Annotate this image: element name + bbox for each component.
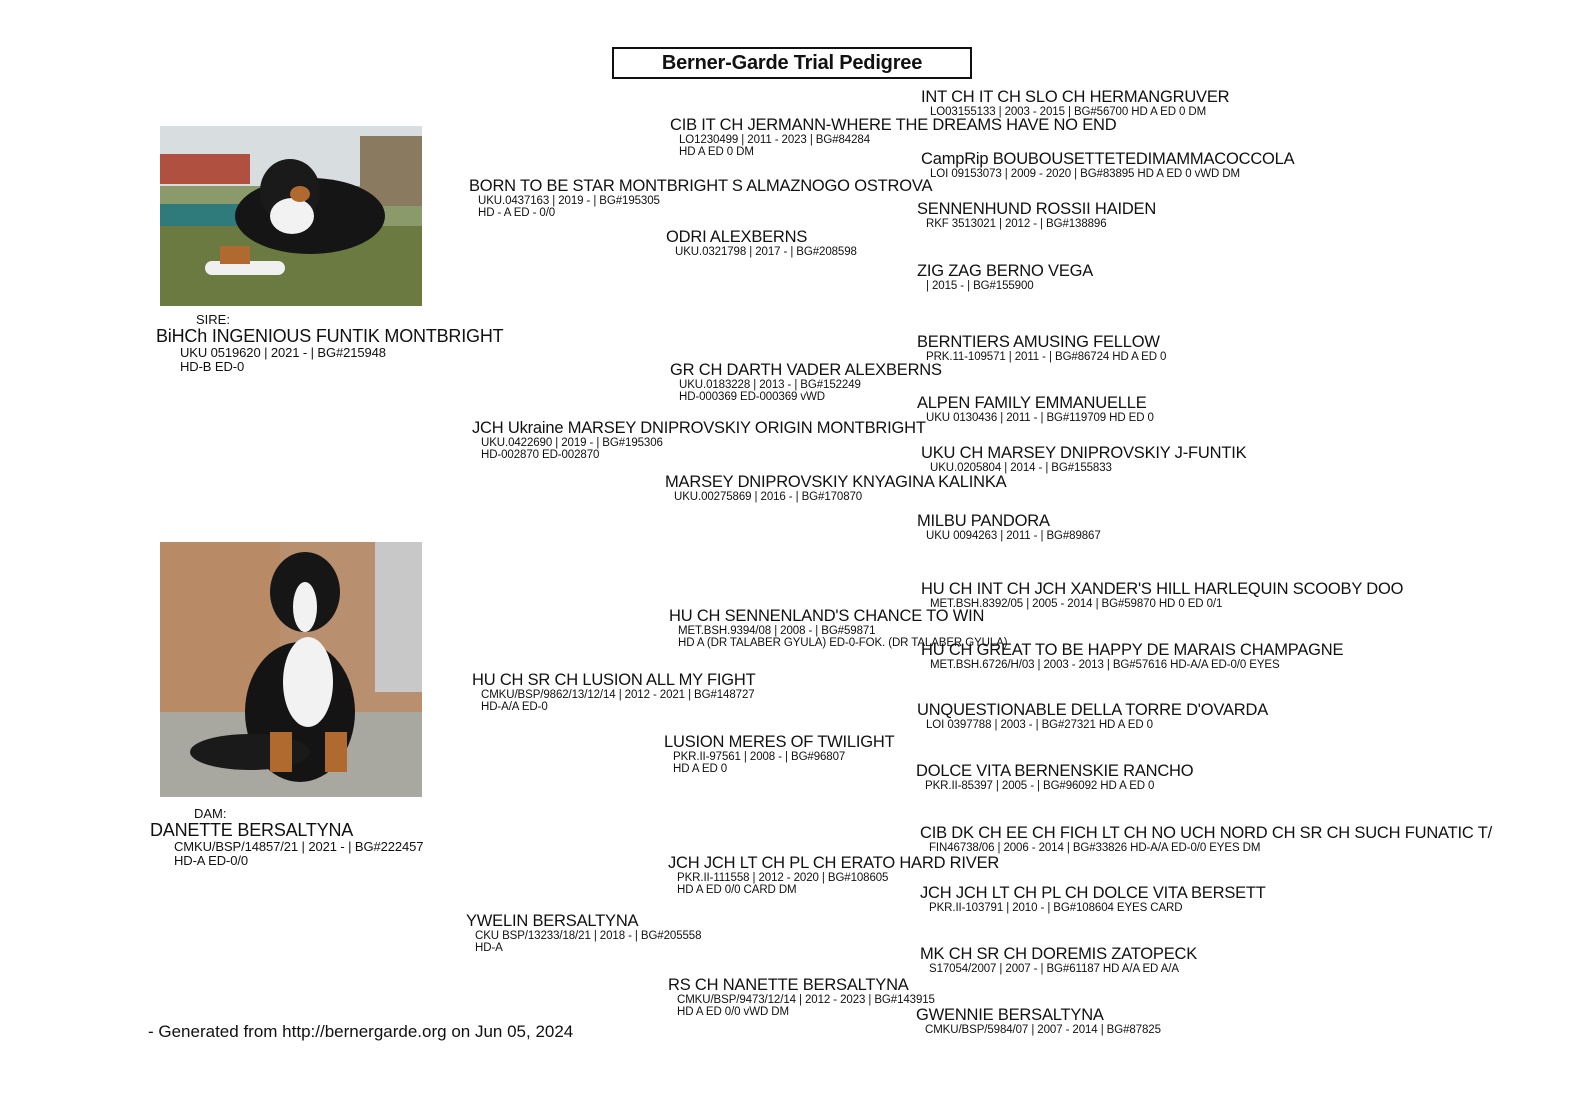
dog-name: CIB DK CH EE CH FICH LT CH NO UCH NORD CH SR CH SUCH FUNATIC T/ bbox=[920, 824, 1492, 842]
dog-registration: UKU.0321798 | 2017 - | BG#208598 bbox=[675, 246, 857, 258]
dog-name: CampRip BOUBOUSETTETEDIMAMMACOCCOLA bbox=[921, 150, 1295, 168]
dog-registration: UKU 0519620 | 2021 - | BG#215948 bbox=[180, 345, 386, 360]
gen3-entry bbox=[921, 641, 1343, 671]
dog-name: HU CH GREAT TO BE HAPPY DE MARAIS CHAMPAGNE bbox=[921, 641, 1344, 659]
dog-registration: CMKU/BSP/9862/13/12/14 | 2012 - 2021 | BG#148727 bbox=[481, 689, 755, 701]
dam-dam-entry bbox=[466, 912, 701, 954]
dog-name: HU CH INT CH JCH XANDER'S HILL HARLEQUIN SCOOBY DOO bbox=[921, 580, 1404, 598]
dog-registration: CKU BSP/13233/18/21 | 2018 - | BG#205558 bbox=[475, 930, 702, 942]
dog-health: HD A ED 0 DM bbox=[679, 146, 754, 158]
dog-name: ODRI ALEXBERNS bbox=[666, 228, 808, 246]
sire-photo bbox=[160, 126, 422, 306]
dog-registration: LO03155133 | 2003 - 2015 | BG#56700 HD A ED 0 DM bbox=[930, 106, 1207, 118]
dog-health: HD A ED 0 bbox=[673, 763, 728, 775]
dog-registration: PKR.II-97561 | 2008 - | BG#96807 bbox=[673, 751, 846, 763]
dog-registration: MET.BSH.6726/H/03 | 2003 - 2013 | BG#57616 HD-A/A ED-0/0 EYES bbox=[930, 659, 1280, 671]
dog-health: HD A (DR TALABER GYULA) ED-0-FOK. (DR TALABER GYULA) bbox=[678, 637, 1008, 649]
dog-name: UNQUESTIONABLE DELLA TORRE D'OVARDA bbox=[917, 701, 1268, 719]
dog-registration: MET.BSH.8392/05 | 2005 - 2014 | BG#59870 HD 0 ED 0/1 bbox=[930, 598, 1223, 610]
dog-health: HD - A ED - 0/0 bbox=[478, 207, 556, 219]
dog-registration: | 2015 - | BG#155900 bbox=[926, 280, 1034, 292]
dam-photo bbox=[160, 542, 422, 797]
dog-name: RS CH NANETTE BERSALTYNA bbox=[668, 976, 909, 994]
dog-name: SENNENHUND ROSSII HAIDEN bbox=[917, 200, 1157, 218]
dog-name: HU CH SENNENLAND'S CHANCE TO WIN bbox=[669, 607, 985, 625]
dog-health: HD-A bbox=[475, 942, 503, 954]
sire-label: SIRE: bbox=[196, 312, 230, 327]
dog-name: UKU CH MARSEY DNIPROVSKIY J-FUNTIK bbox=[921, 444, 1247, 462]
dog-name: MILBU PANDORA bbox=[917, 512, 1050, 530]
gen3-entry bbox=[921, 444, 1246, 474]
dog-health: HD-002870 ED-002870 bbox=[481, 449, 600, 461]
gen3-entry bbox=[920, 945, 1197, 975]
dam-sire-entry bbox=[472, 671, 756, 713]
dog-registration: S17054/2007 | 2007 - | BG#61187 HD A/A ED A/A bbox=[929, 963, 1179, 975]
dog-registration: PKR.II-85397 | 2005 - | BG#96092 HD A ED 0 bbox=[925, 780, 1155, 792]
dog-registration: CMKU/BSP/9473/12/14 | 2012 - 2023 | BG#143915 bbox=[677, 994, 935, 1006]
gen2-entry bbox=[666, 228, 857, 258]
dog-name: CIB IT CH JERMANN-WHERE THE DREAMS HAVE NO END bbox=[670, 116, 1117, 134]
dog-registration: LOI 09153073 | 2009 - 2020 | BG#83895 HD A ED 0 vWD DM bbox=[930, 168, 1240, 180]
dog-name: ALPEN FAMILY EMMANUELLE bbox=[917, 394, 1147, 412]
gen3-entry bbox=[920, 824, 1496, 854]
sire-entry bbox=[156, 326, 503, 374]
dog-registration: UKU.0183228 | 2013 - | BG#152249 bbox=[679, 379, 861, 391]
dog-health: HD-B ED-0 bbox=[180, 359, 245, 374]
dog-registration: LO1230499 | 2011 - 2023 | BG#84284 bbox=[679, 134, 870, 146]
dog-registration: RKF 3513021 | 2012 - | BG#138896 bbox=[926, 218, 1107, 230]
dog-name: YWELIN BERSALTYNA bbox=[466, 912, 639, 930]
gen3-entry bbox=[917, 262, 1093, 292]
gen2-entry bbox=[670, 361, 942, 403]
dog-name: MK CH SR CH DOREMIS ZATOPECK bbox=[920, 945, 1198, 963]
dog-health: HD-A/A ED-0 bbox=[481, 701, 548, 713]
gen3-entry bbox=[917, 333, 1166, 363]
gen3-entry bbox=[920, 884, 1266, 914]
gen3-entry bbox=[917, 512, 1101, 542]
dog-health: HD A ED 0/0 CARD DM bbox=[677, 884, 797, 896]
gen2-entry bbox=[664, 733, 895, 775]
dog-name: INT CH IT CH SLO CH HERMANGRUVER bbox=[921, 88, 1230, 106]
dam-label: DAM: bbox=[194, 806, 227, 821]
gen3-entry bbox=[917, 394, 1154, 424]
dog-health: HD-000369 ED-000369 vWD bbox=[679, 391, 825, 403]
gen3-entry bbox=[916, 762, 1193, 792]
dog-registration: UKU 0094263 | 2011 - | BG#89867 bbox=[926, 530, 1101, 542]
dog-registration: UKU.0422690 | 2019 - | BG#195306 bbox=[481, 437, 663, 449]
dog-name: GWENNIE BERSALTYNA bbox=[916, 1006, 1104, 1024]
dog-registration: UKU.0437163 | 2019 - | BG#195305 bbox=[478, 195, 660, 207]
dog-name: HU CH SR CH LUSION ALL MY FIGHT bbox=[472, 671, 756, 689]
dog-registration: UKU.0205804 | 2014 - | BG#155833 bbox=[930, 462, 1112, 474]
gen3-entry bbox=[916, 1006, 1161, 1036]
dam-entry bbox=[150, 820, 423, 868]
dog-health: HD-A ED-0/0 bbox=[174, 853, 249, 868]
dog-name: BORN TO BE STAR MONTBRIGHT S ALMAZNOGO OSTROVA bbox=[469, 177, 933, 195]
gen3-entry bbox=[921, 580, 1403, 610]
dog-registration: UKU 0130436 | 2011 - | BG#119709 HD ED 0 bbox=[926, 412, 1154, 424]
dog-name: JCH JCH LT CH PL CH ERATO HARD RIVER bbox=[668, 854, 1000, 872]
dog-name: DANETTE BERSALTYNA bbox=[150, 820, 354, 840]
sire-dam-entry bbox=[472, 419, 926, 461]
dog-name: ZIG ZAG BERNO VEGA bbox=[917, 262, 1094, 280]
dog-registration: CMKU/BSP/5984/07 | 2007 - 2014 | BG#87825 bbox=[925, 1024, 1161, 1036]
dog-registration: LOI 0397788 | 2003 - | BG#27321 HD A ED 0 bbox=[926, 719, 1153, 731]
dog-name: LUSION MERES OF TWILIGHT bbox=[664, 733, 895, 751]
dog-registration: MET.BSH.9394/08 | 2008 - | BG#59871 bbox=[678, 625, 876, 637]
dog-name: DOLCE VITA BERNENSKIE RANCHO bbox=[916, 762, 1194, 780]
dog-registration: FIN46738/06 | 2006 - 2014 | BG#33826 HD-A/A ED-0/0 EYES DM bbox=[929, 842, 1261, 854]
dog-registration: CMKU/BSP/14857/21 | 2021 - | BG#222457 bbox=[174, 839, 424, 854]
sire-sire-entry bbox=[469, 177, 932, 219]
dog-name: JCH JCH LT CH PL CH DOLCE VITA BERSETT bbox=[920, 884, 1266, 902]
gen2-entry bbox=[668, 976, 935, 1018]
dog-name: JCH Ukraine MARSEY DNIPROVSKIY ORIGIN MONTBRIGHT bbox=[472, 419, 926, 437]
dog-name: GR CH DARTH VADER ALEXBERNS bbox=[670, 361, 942, 379]
dog-registration: UKU.00275869 | 2016 - | BG#170870 bbox=[674, 491, 863, 503]
dog-health: HD A ED 0/0 vWD DM bbox=[677, 1006, 789, 1018]
dog-name: MARSEY DNIPROVSKIY KNYAGINA KALINKA bbox=[665, 473, 1007, 491]
page-title: Berner-Garde Trial Pedigree bbox=[612, 47, 972, 79]
dog-registration: PRK.11-109571 | 2011 - | BG#86724 HD A ED 0 bbox=[926, 351, 1167, 363]
generated-footer: - Generated from http://bernergarde.org on Jun 05, 2024 bbox=[148, 1022, 574, 1041]
dog-name: BiHCh INGENIOUS FUNTIK MONTBRIGHT bbox=[156, 326, 504, 346]
gen3-entry bbox=[917, 200, 1156, 230]
dog-name: BERNTIERS AMUSING FELLOW bbox=[917, 333, 1160, 351]
gen2-entry bbox=[665, 473, 1006, 503]
gen3-entry bbox=[917, 701, 1268, 731]
dog-registration: PKR.II-103791 | 2010 - | BG#108604 EYES CARD bbox=[929, 902, 1183, 914]
dog-registration: PKR.II-111558 | 2012 - 2020 | BG#108605 bbox=[677, 872, 889, 884]
gen3-entry bbox=[921, 88, 1229, 118]
gen3-entry bbox=[921, 150, 1294, 180]
